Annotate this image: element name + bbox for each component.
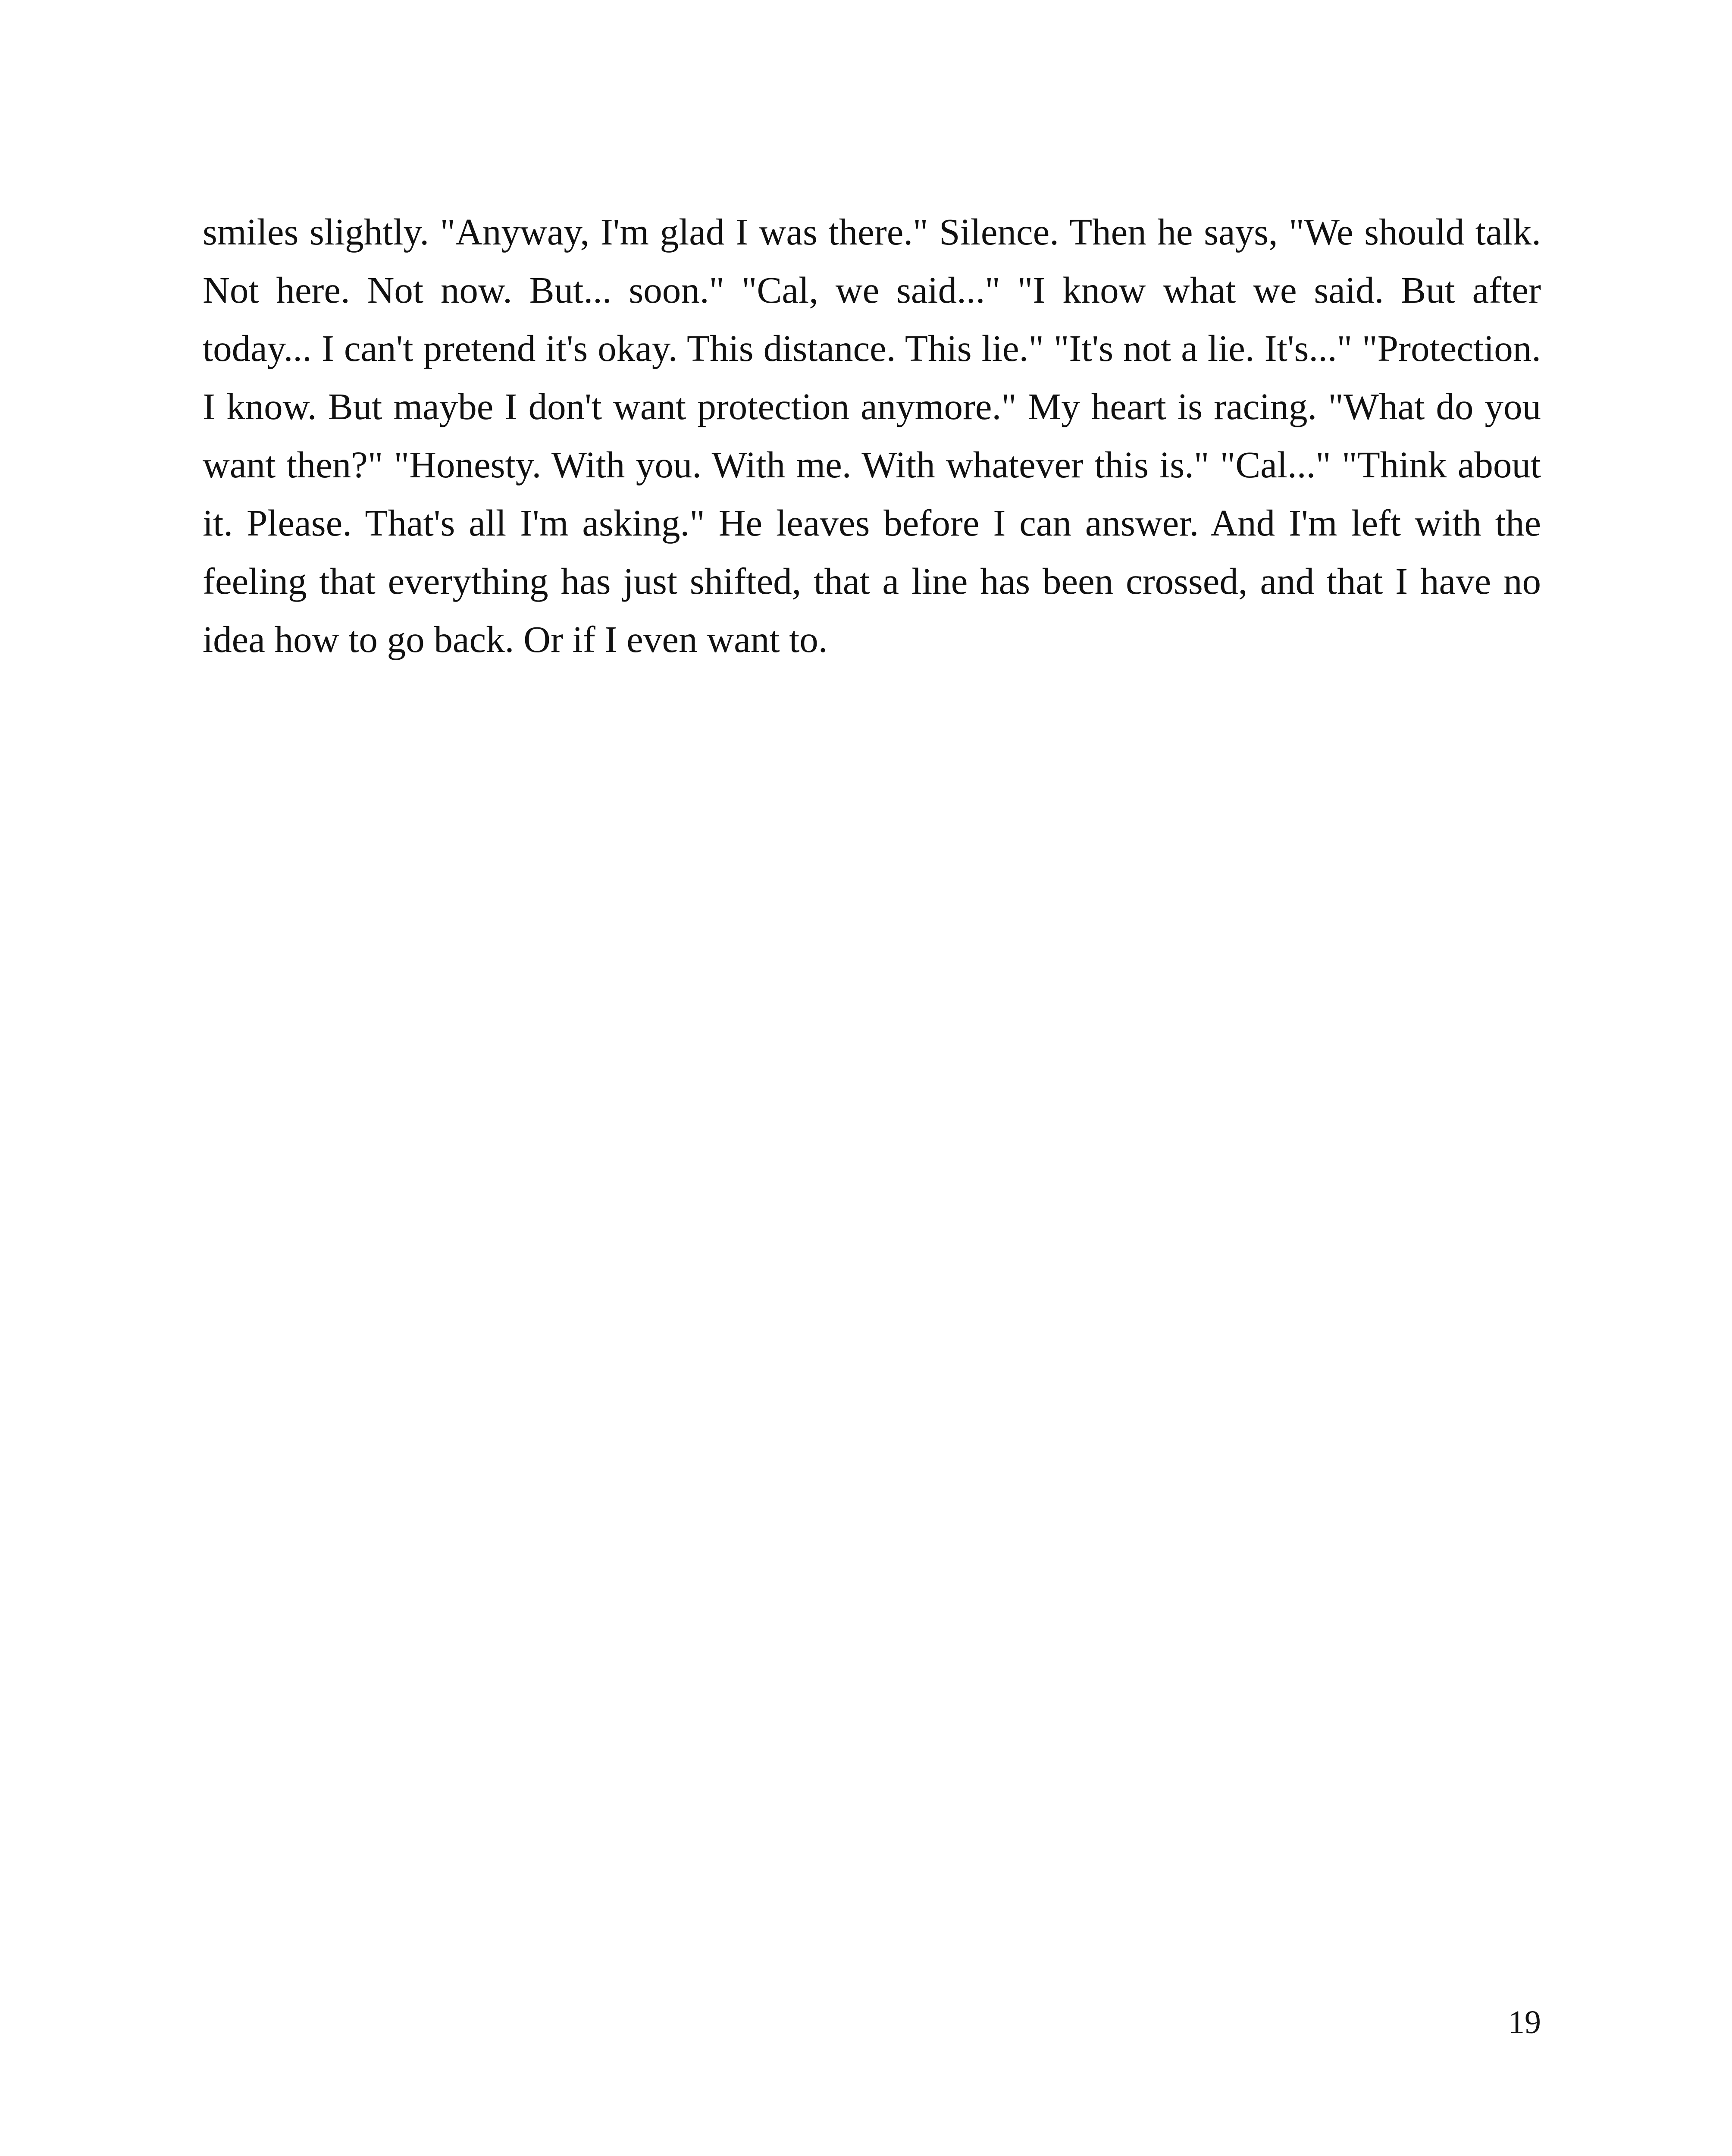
body-paragraph: smiles slightly. "Anyway, I'm glad I was there." Silence. Then he says, "We should talk. Not here. Not now. But... soon." "Cal, we said..." "I know what we said. But after today... I can't pretend it's okay. This distance. This lie." "It's not a lie. It's..." "Protection. I know. But maybe I don't want protection anymore." My heart is racing. "What do you want then?" "Honesty. With you. With me. With whatever this is." "Cal..." "Think about it. Please. That's all I'm asking." He leaves before I can answer. And I'm left with the feeling that everything has just shifted, that a line has been crossed, and that I have no idea how to go back. Or if I even want to. xyxy=(203,211,1541,660)
page-number: 19 xyxy=(1508,2004,1541,2040)
